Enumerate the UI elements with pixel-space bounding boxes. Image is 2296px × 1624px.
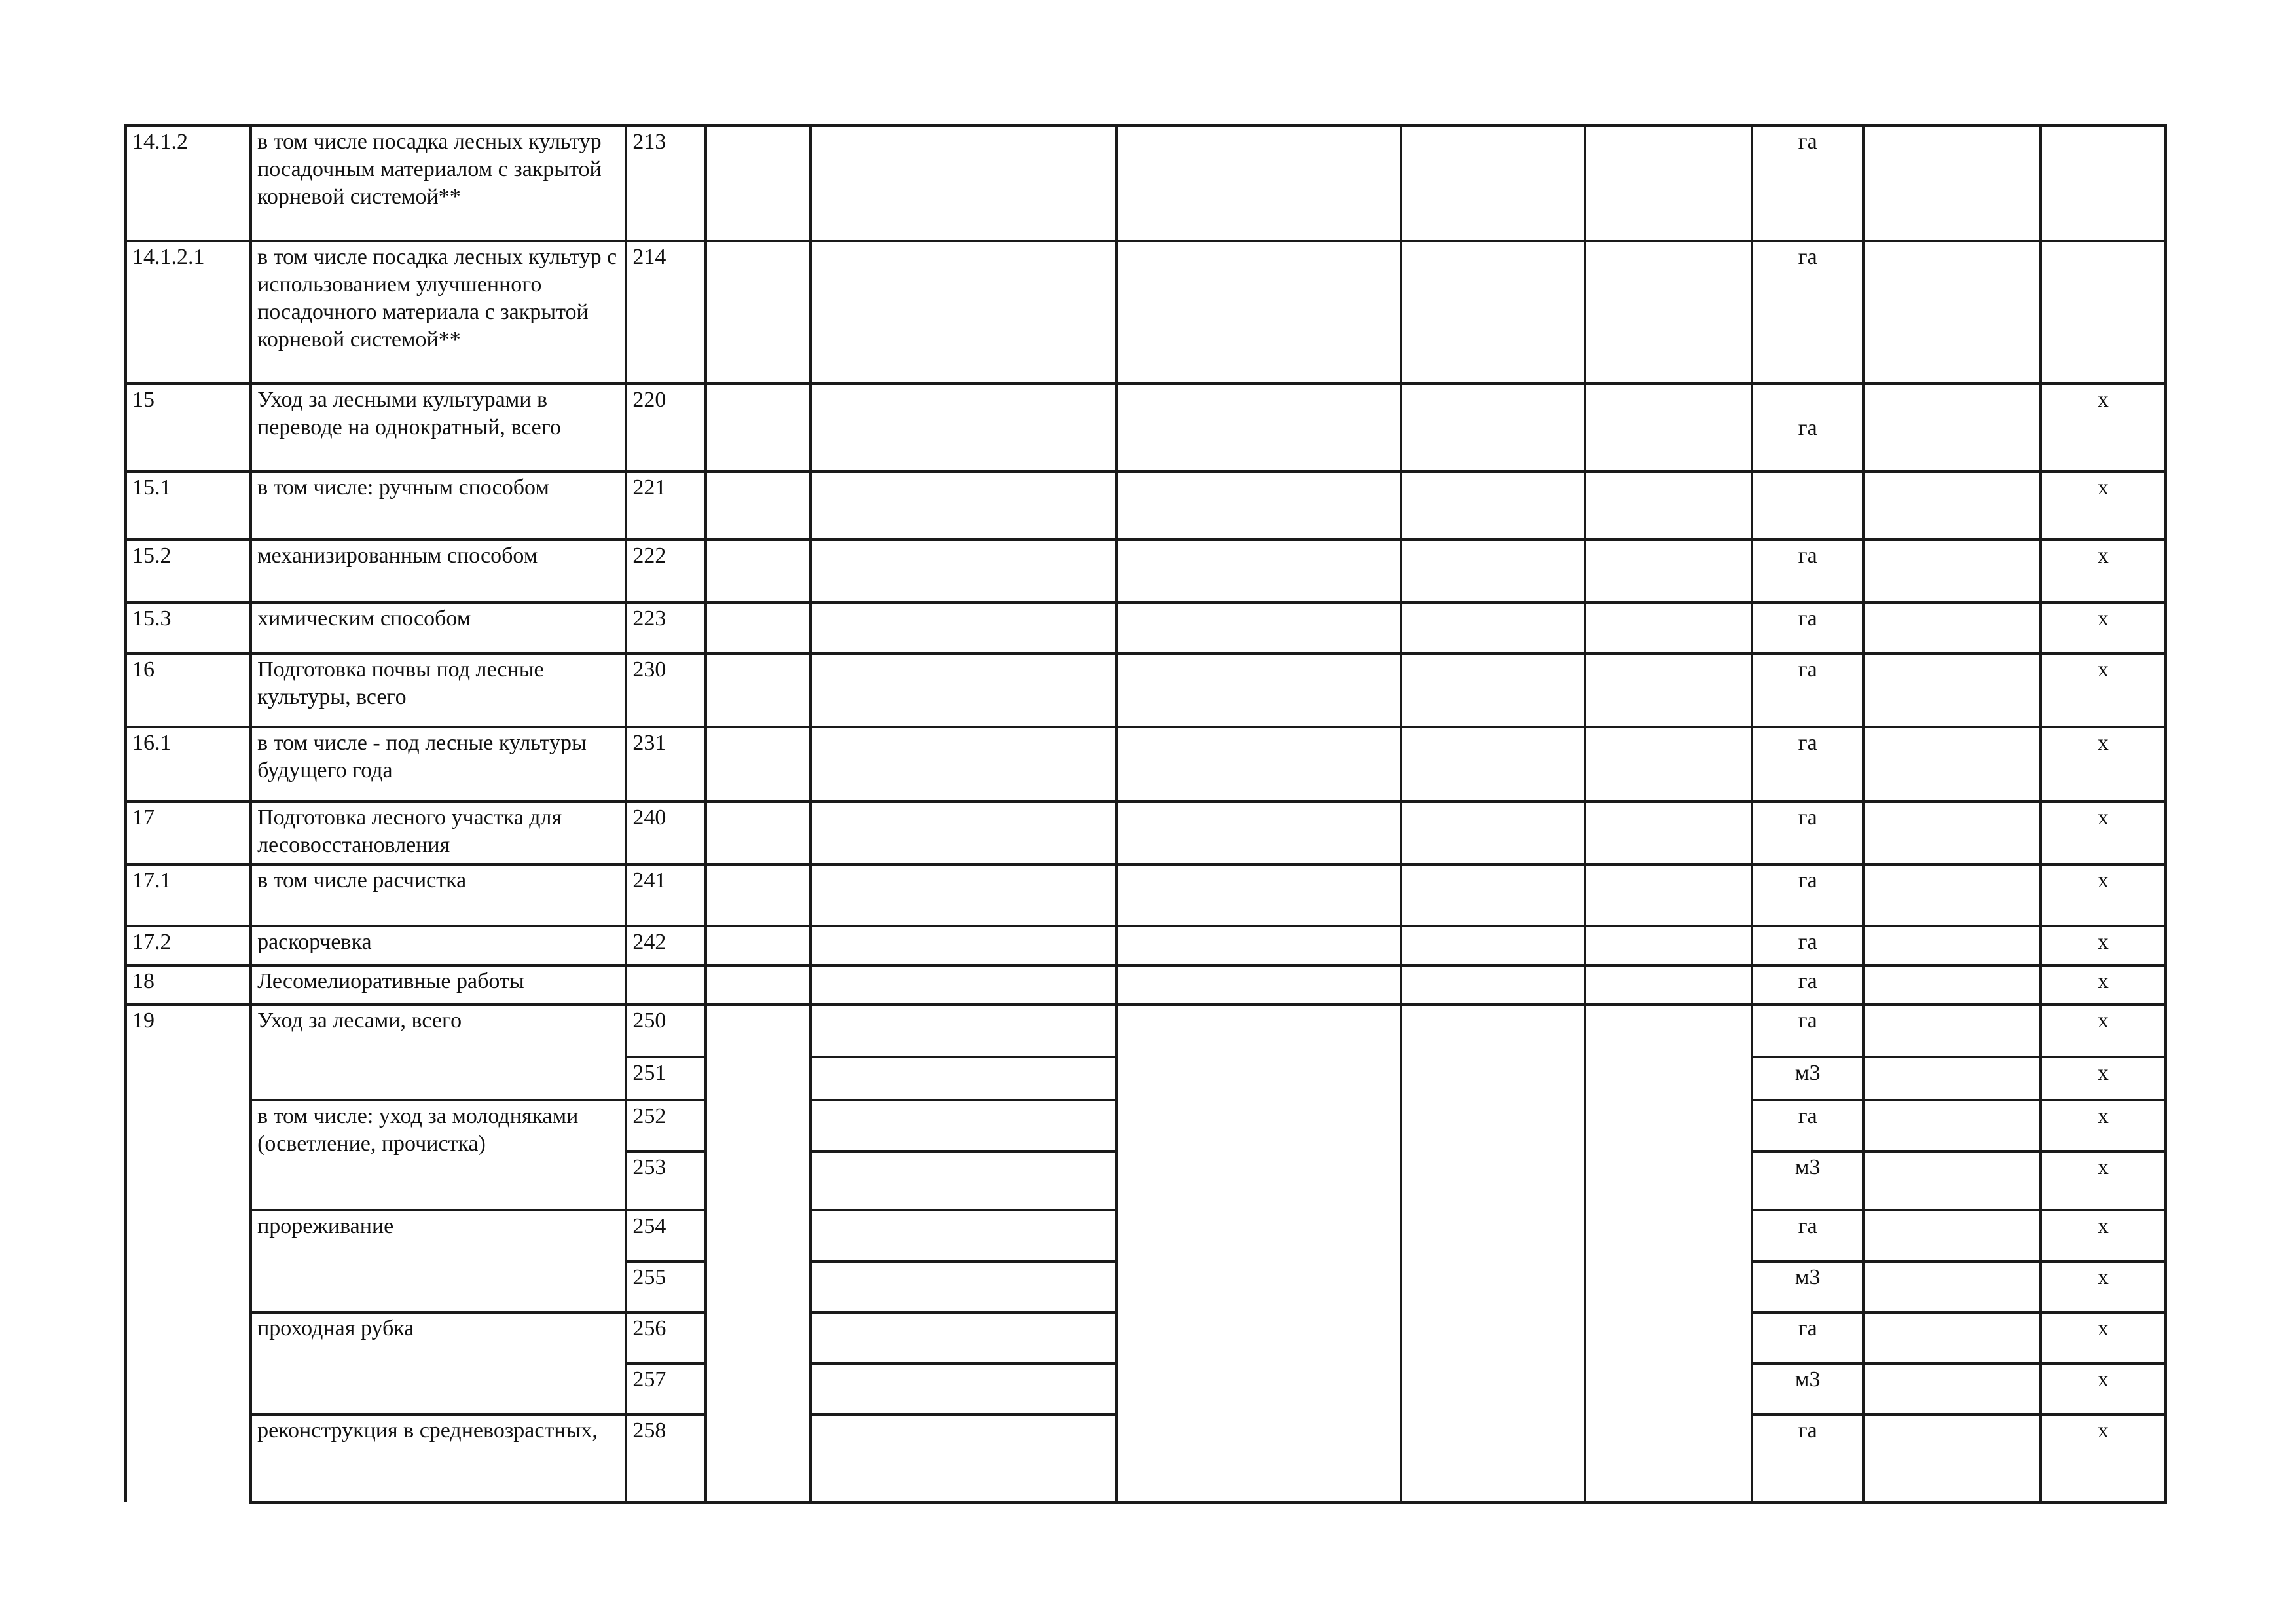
row-unit: га — [1752, 802, 1863, 864]
row-code: 255 — [626, 1261, 706, 1312]
row-number: 19 — [126, 1005, 251, 1502]
row-name: проходная рубка — [251, 1312, 626, 1414]
data-cell — [706, 926, 810, 965]
row-x-mark: х — [2041, 1414, 2166, 1502]
table-row — [126, 602, 2166, 654]
data-cell — [1863, 654, 2041, 727]
row-x-mark: х — [2041, 1363, 2166, 1414]
row-code: 220 — [626, 384, 706, 471]
data-cell — [1863, 926, 2041, 965]
row-name: раскорчевка — [251, 926, 626, 965]
table-row — [126, 864, 2166, 926]
data-cell — [811, 1057, 1116, 1100]
row-number: 14.1.2.1 — [126, 241, 251, 384]
data-cell — [1401, 241, 1585, 384]
data-cell — [1401, 384, 1585, 471]
row-unit: га — [1752, 1414, 1863, 1502]
data-cell — [811, 602, 1116, 654]
data-cell — [1401, 126, 1585, 241]
row-number: 15.2 — [126, 540, 251, 602]
data-cell — [1585, 471, 1752, 540]
row-name: в том числе: ручным способом — [251, 471, 626, 540]
data-cell — [1585, 602, 1752, 654]
data-cell — [1863, 727, 2041, 802]
data-cell — [1863, 1210, 2041, 1261]
data-cell — [811, 1363, 1116, 1414]
row-code: 254 — [626, 1210, 706, 1261]
row-x-mark: х — [2041, 384, 2166, 471]
data-cell — [1116, 126, 1401, 241]
row-unit: м3 — [1752, 1261, 1863, 1312]
row-unit — [1752, 471, 1863, 540]
data-cell — [1585, 1005, 1752, 1502]
data-cell — [1585, 384, 1752, 471]
row-x-mark — [2041, 241, 2166, 384]
row-code: 241 — [626, 864, 706, 926]
data-cell — [706, 965, 810, 1005]
table-row — [126, 802, 2166, 864]
row-x-mark: х — [2041, 802, 2166, 864]
data-cell — [706, 126, 810, 241]
data-cell — [706, 1005, 810, 1502]
row-code: 223 — [626, 602, 706, 654]
row-x-mark: х — [2041, 1100, 2166, 1151]
row-x-mark: х — [2041, 1151, 2166, 1210]
data-cell — [1585, 540, 1752, 602]
data-cell — [1863, 471, 2041, 540]
data-cell — [1863, 384, 2041, 471]
data-cell — [811, 864, 1116, 926]
table-row — [126, 727, 2166, 802]
data-cell — [811, 1005, 1116, 1057]
data-cell — [811, 1312, 1116, 1363]
row-unit: га — [1752, 1210, 1863, 1261]
data-cell — [1585, 802, 1752, 864]
data-cell — [1863, 126, 2041, 241]
row-x-mark: х — [2041, 654, 2166, 727]
table-row — [126, 471, 2166, 540]
data-cell — [1401, 1005, 1585, 1502]
row-x-mark: х — [2041, 965, 2166, 1005]
table-row — [126, 965, 2166, 1005]
row-x-mark: х — [2041, 540, 2166, 602]
data-cell — [1401, 471, 1585, 540]
row-unit: га — [1752, 602, 1863, 654]
row-unit: м3 — [1752, 1151, 1863, 1210]
data-cell — [1116, 802, 1401, 864]
row-unit: га — [1752, 241, 1863, 384]
data-cell — [1863, 1414, 2041, 1502]
data-cell — [811, 926, 1116, 965]
row-x-mark: х — [2041, 471, 2166, 540]
data-cell — [811, 540, 1116, 602]
row-code: 240 — [626, 802, 706, 864]
row-name: Подготовка лесного участка для лесовосстановления — [251, 802, 626, 864]
data-cell — [1863, 1261, 2041, 1312]
row-name: механизированным способом — [251, 540, 626, 602]
row-unit: м3 — [1752, 1363, 1863, 1414]
row-number: 17 — [126, 802, 251, 864]
data-cell — [811, 727, 1116, 802]
data-cell — [811, 241, 1116, 384]
data-cell — [1116, 384, 1401, 471]
data-cell — [811, 126, 1116, 241]
row-code: 221 — [626, 471, 706, 540]
data-cell — [1585, 727, 1752, 802]
data-cell — [1401, 802, 1585, 864]
data-cell — [706, 540, 810, 602]
row-code: 257 — [626, 1363, 706, 1414]
row-code: 242 — [626, 926, 706, 965]
data-cell — [1863, 1005, 2041, 1057]
row-x-mark: х — [2041, 1312, 2166, 1363]
data-cell — [706, 864, 810, 926]
table-row — [126, 926, 2166, 965]
row-code: 222 — [626, 540, 706, 602]
row-name: в том числе посадка лесных культур посадочным материалом с закрытой корневой системой** — [251, 126, 626, 241]
data-cell — [1585, 965, 1752, 1005]
row-name: Подготовка почвы под лесные культуры, всего — [251, 654, 626, 727]
table-row — [126, 654, 2166, 727]
row-x-mark: х — [2041, 602, 2166, 654]
data-cell — [1585, 654, 1752, 727]
data-cell — [1863, 241, 2041, 384]
row-code: 251 — [626, 1057, 706, 1100]
data-cell — [1863, 1151, 2041, 1210]
data-cell — [1863, 1100, 2041, 1151]
row-code: 250 — [626, 1005, 706, 1057]
row-code — [626, 965, 706, 1005]
row-x-mark: х — [2041, 1210, 2166, 1261]
data-cell — [1863, 1312, 2041, 1363]
row-unit: га — [1752, 1005, 1863, 1057]
row-code: 214 — [626, 241, 706, 384]
row-unit: га — [1752, 727, 1863, 802]
row-number: 15.1 — [126, 471, 251, 540]
data-cell — [811, 384, 1116, 471]
row-x-mark: х — [2041, 926, 2166, 965]
data-cell — [1585, 241, 1752, 384]
data-cell — [706, 802, 810, 864]
row-number: 15.3 — [126, 602, 251, 654]
data-cell — [1401, 540, 1585, 602]
row-number: 16 — [126, 654, 251, 727]
data-cell — [1401, 727, 1585, 802]
row-name: Лесомелиоративные работы — [251, 965, 626, 1005]
data-cell — [1585, 126, 1752, 241]
row-x-mark: х — [2041, 864, 2166, 926]
data-cell — [1116, 727, 1401, 802]
data-cell — [1863, 602, 2041, 654]
row-number: 18 — [126, 965, 251, 1005]
row-name: химическим способом — [251, 602, 626, 654]
data-cell — [1116, 864, 1401, 926]
row-x-mark: х — [2041, 1057, 2166, 1100]
data-cell — [1585, 864, 1752, 926]
data-cell — [1863, 965, 2041, 1005]
data-cell — [1116, 471, 1401, 540]
data-cell — [1401, 965, 1585, 1005]
row-code: 230 — [626, 654, 706, 727]
row-code: 252 — [626, 1100, 706, 1151]
row-x-mark: х — [2041, 1261, 2166, 1312]
row-code: 258 — [626, 1414, 706, 1502]
row-unit: м3 — [1752, 1057, 1863, 1100]
row-name: в том числе посадка лесных культур с использованием улучшенного посадочного материала с закрытой корневой системой** — [251, 241, 626, 384]
row-code: 231 — [626, 727, 706, 802]
row-number: 17.2 — [126, 926, 251, 965]
data-cell — [1116, 654, 1401, 727]
row-name: Уход за лесными культурами в переводе на однократный, всего — [251, 384, 626, 471]
data-cell — [1401, 602, 1585, 654]
data-cell — [1863, 1057, 2041, 1100]
table-row — [126, 384, 2166, 471]
row-unit: га — [1752, 384, 1863, 471]
row-unit: га — [1752, 654, 1863, 727]
row-code: 213 — [626, 126, 706, 241]
row-unit: га — [1752, 1312, 1863, 1363]
row-x-mark: х — [2041, 1005, 2166, 1057]
row-unit: га — [1752, 540, 1863, 602]
row-number: 15 — [126, 384, 251, 471]
data-cell — [811, 1210, 1116, 1261]
row-name: прореживание — [251, 1210, 626, 1312]
row-name: в том числе - под лесные культуры будущего года — [251, 727, 626, 802]
row-name: Уход за лесами, всего — [251, 1005, 626, 1100]
data-cell — [706, 471, 810, 540]
data-cell — [1116, 241, 1401, 384]
data-cell — [1863, 864, 2041, 926]
table-row — [126, 126, 2166, 241]
row-unit: га — [1752, 1100, 1863, 1151]
row-x-mark — [2041, 126, 2166, 241]
data-cell — [811, 802, 1116, 864]
row-code: 256 — [626, 1312, 706, 1363]
data-cell — [811, 1100, 1116, 1151]
row-code: 253 — [626, 1151, 706, 1210]
data-cell — [811, 1261, 1116, 1312]
data-cell — [811, 1151, 1116, 1210]
row-name: в том числе: уход за молодняками (осветление, прочистка) — [251, 1100, 626, 1210]
data-cell — [1401, 864, 1585, 926]
row-unit: га — [1752, 965, 1863, 1005]
row-unit: га — [1752, 926, 1863, 965]
data-cell — [1863, 1363, 2041, 1414]
data-cell — [706, 384, 810, 471]
data-cell — [1116, 602, 1401, 654]
data-cell — [1401, 926, 1585, 965]
data-cell — [1585, 926, 1752, 965]
row-unit: га — [1752, 126, 1863, 241]
data-cell — [811, 1414, 1116, 1502]
data-cell — [706, 241, 810, 384]
data-cell — [1401, 654, 1585, 727]
data-cell — [706, 727, 810, 802]
data-cell — [706, 602, 810, 654]
data-cell — [1116, 926, 1401, 965]
data-cell — [1116, 540, 1401, 602]
forest-works-table — [124, 124, 2167, 1504]
row-name: реконструкция в средневозрастных, — [251, 1414, 626, 1502]
data-cell — [811, 471, 1116, 540]
data-cell — [811, 654, 1116, 727]
table-row — [126, 1005, 2166, 1057]
data-cell — [1116, 965, 1401, 1005]
data-cell — [811, 965, 1116, 1005]
row-unit: га — [1752, 864, 1863, 926]
data-cell — [1863, 802, 2041, 864]
row-number: 14.1.2 — [126, 126, 251, 241]
data-cell — [1116, 1005, 1401, 1502]
row-number: 17.1 — [126, 864, 251, 926]
table-row — [126, 540, 2166, 602]
row-number: 16.1 — [126, 727, 251, 802]
data-cell — [706, 654, 810, 727]
table-row — [126, 241, 2166, 384]
row-x-mark: х — [2041, 727, 2166, 802]
data-cell — [1863, 540, 2041, 602]
row-name: в том числе расчистка — [251, 864, 626, 926]
